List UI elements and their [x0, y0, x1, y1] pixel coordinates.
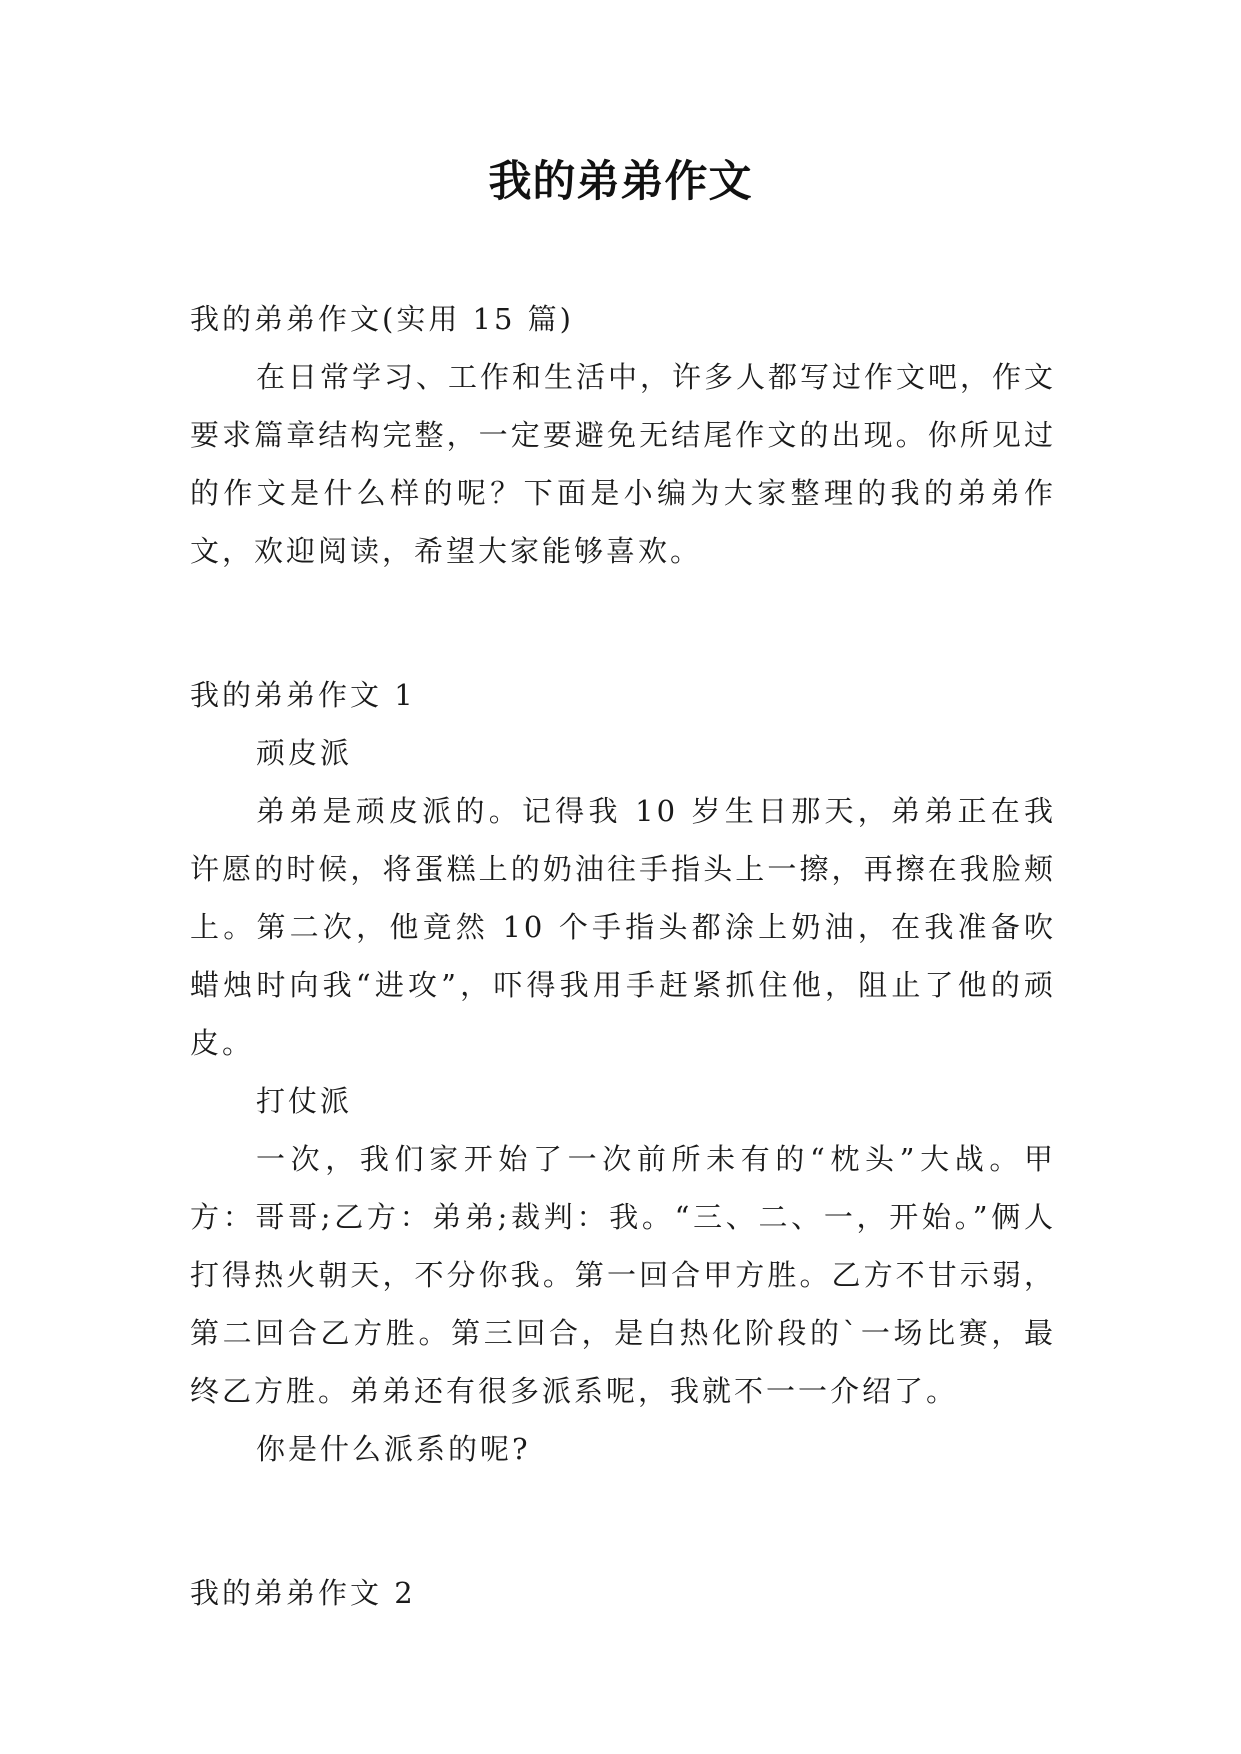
intro-paragraph: 在日常学习、工作和生活中，许多人都写过作文吧，作文要求篇章结构完整，一定要避免无结尾作文的出现。你所见过的作文是什么样的呢？下面是小编为大家整理的我的弟弟作文，欢迎阅读，希望大家能够喜欢。 — [190, 360, 1057, 568]
section-gap — [190, 580, 1056, 666]
essay-1-heading: 我的弟弟作文 1 — [190, 678, 416, 712]
document-title: 我的弟弟作文 — [488, 157, 753, 207]
essay-1-section-1-paragraph: 弟弟是顽皮派的。记得我 10 岁生日那天，弟弟正在我许愿的时候，将蛋糕上的奶油往手指头上一擦，再擦在我脸颊上。第二次，他竟然 10 个手指头都涂上奶油，在我准备吹蜡烛时向我“进攻”，吓得我用手赶紧抓住他，阻止了他的顽皮。 — [190, 794, 1056, 1060]
document-body — [190, 290, 1056, 1622]
essay-1-section-2-title: 打仗派 — [256, 1084, 353, 1118]
document-subtitle: 我的弟弟作文(实用 15 篇) — [190, 302, 574, 336]
essay-1-section-1-title: 顽皮派 — [256, 736, 353, 770]
essay-1-section-2-paragraph: 一次，我们家开始了一次前所未有的“枕头”大战。甲方：哥哥;乙方：弟弟;裁判：我。“三、二、一，开始。”俩人打得热火朝天，不分你我。第一回合甲方胜。乙方不甘示弱，第二回合乙方胜。第三回合，是白热化阶段的`一场比赛，最终乙方胜。弟弟还有很多派系呢，我就不一一介绍了。 — [190, 1142, 1056, 1408]
essay-1-closing: 你是什么派系的呢? — [256, 1432, 531, 1466]
section-gap — [190, 1478, 1056, 1564]
essay-2-heading: 我的弟弟作文 2 — [190, 1576, 416, 1610]
